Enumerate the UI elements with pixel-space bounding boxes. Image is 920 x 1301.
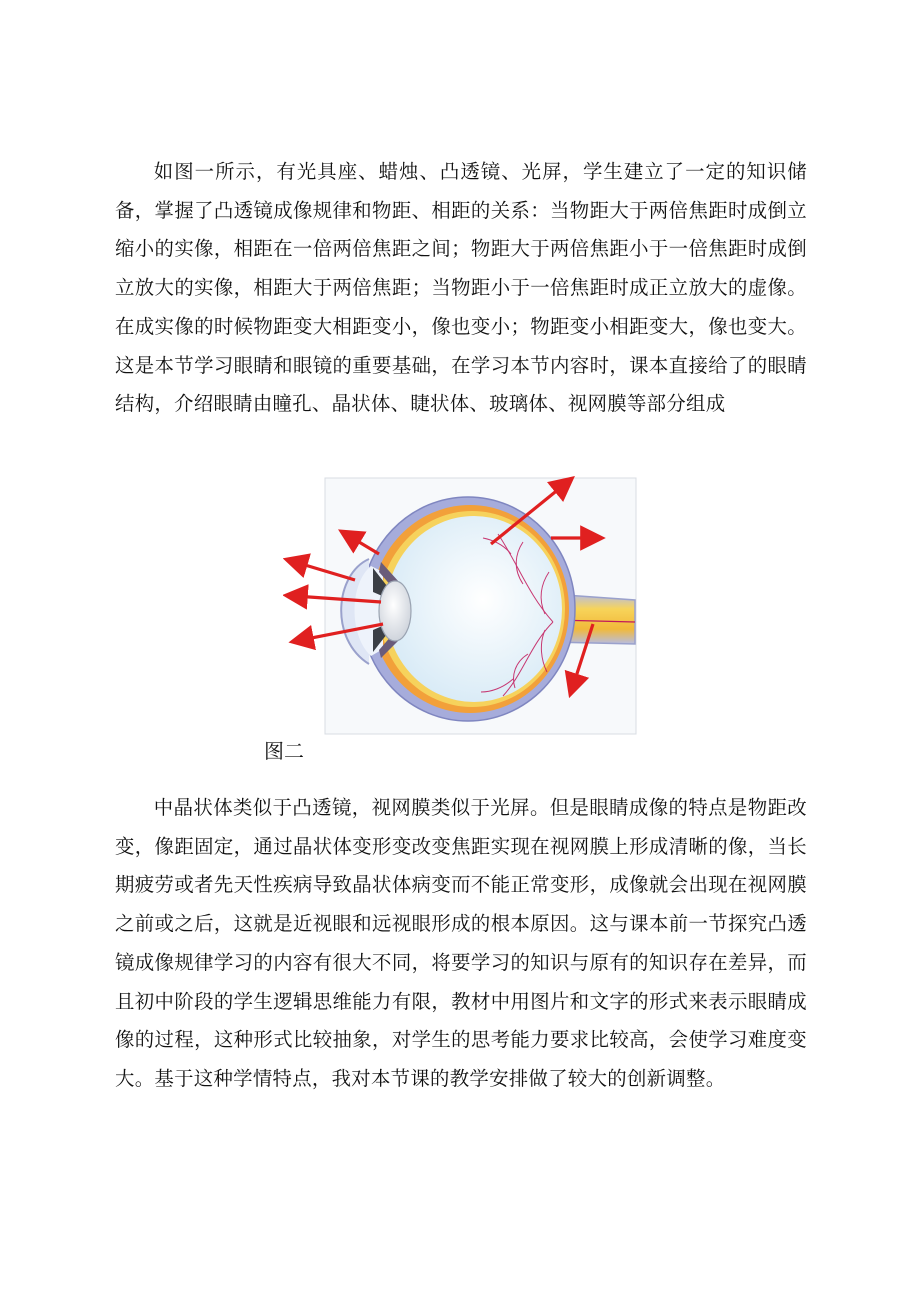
body-paragraph-intro: 如图一所示，有光具座、蜡烛、凸透镜、光屏，学生建立了一定的知识储备，掌握了凸透镜成像规律和物距、相距的关系：当物距大于两倍焦距时成倒立缩小的实像，相距在一倍两倍焦距之间；物距大于两倍焦距小于一倍焦距时成倒立放大的实像，相距大于两倍焦距；当物距小于一倍焦距时成正立放大的虚像。在成实像的时候物距变大相距变小，像也变小；物距变小相距变大，像也变大。这是本节学习眼睛和眼镜的重要基础，在学习本节内容时，课本直接给了的眼睛结构，介绍眼睛由瞳孔、晶状体、睫状体、玻璃体、视网膜等部分组成 <box>115 160 807 416</box>
eye-anatomy-icon <box>283 474 638 736</box>
body-paragraph-analysis: 中晶状体类似于凸透镜，视网膜类似于光屏。但是眼睛成像的特点是物距改变，像距固定，通过晶状体变形变改变焦距实现在视网膜上形成清晰的像，当长期疲劳或者先天性疾病导致晶状体病变而不能正常变形，成像就会出现在视网膜之前或之后，这就是近视眼和远视眼形成的根本原因。这与课本前一节探究凸透镜成像规律学习的内容有很大不同，将要学习的知识与原有的知识存在差异，而且初中阶段的学生逻辑思维能力有限，教材中用图片和文字的形式来表示眼睛成像的过程，这种形式比较抽象，对学生的思考能力要求比较高，会使学习难度变大。基于这种学情特点，我对本节课的教学安排做了较大的创新调整。 <box>115 796 807 1090</box>
eye-anatomy-figure <box>283 474 638 736</box>
figure-caption: 图二 <box>264 739 304 763</box>
